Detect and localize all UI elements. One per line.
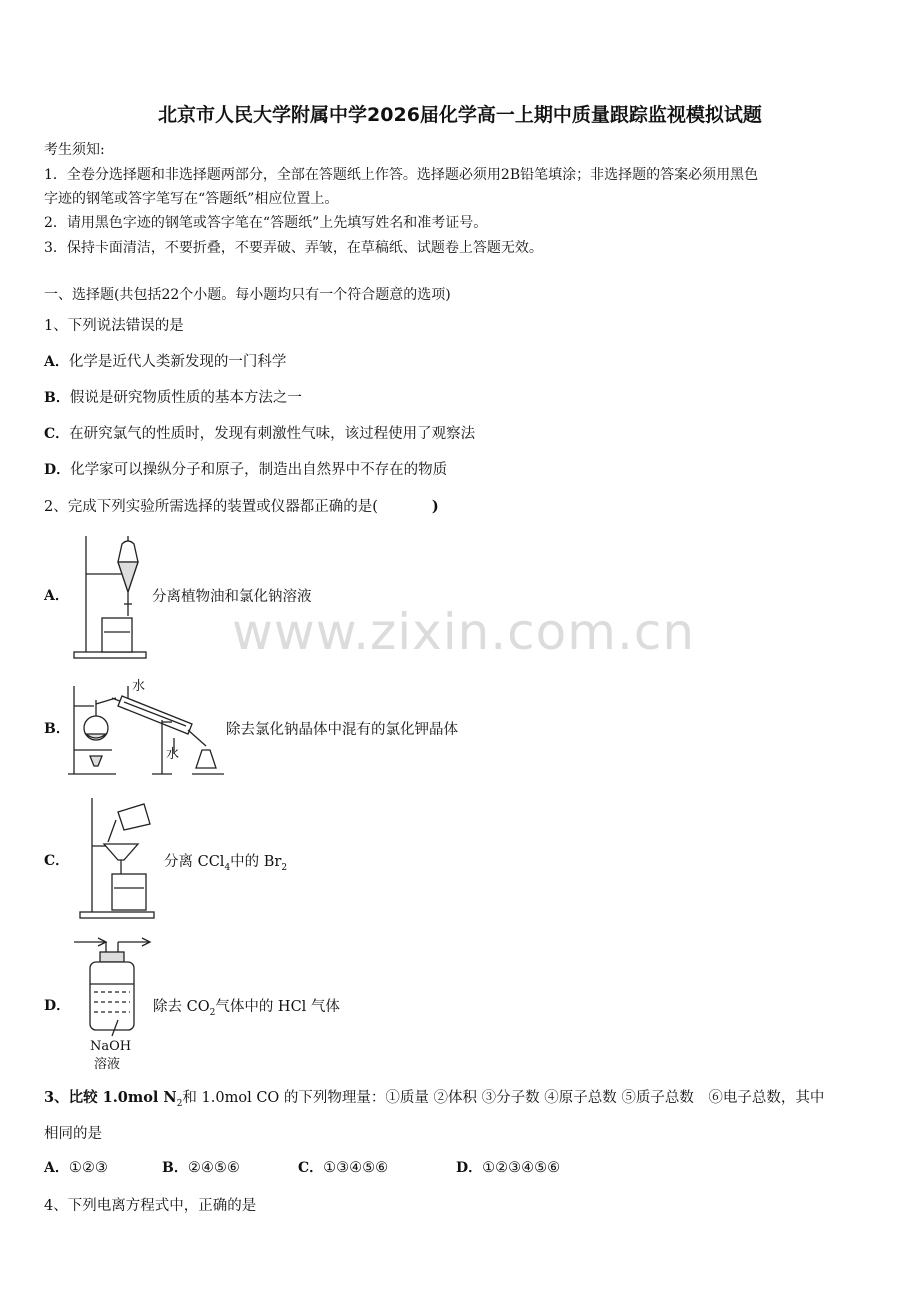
option-label: A． — [44, 354, 69, 370]
naoh-label: NaOH — [90, 1039, 132, 1054]
option-label: D． — [456, 1160, 483, 1176]
solution-label: 溶液 — [94, 1057, 121, 1072]
q3-stem-text: 和 1.0mol CO 的下列物理量：①质量 ②体积 ③分子数 ④原子总数 ⑤质子总数 ⑥电子总数，其中 — [182, 1090, 825, 1106]
option-label: C． — [44, 426, 70, 442]
q2-option-d-label: D． — [44, 998, 71, 1014]
q2-stem — [44, 495, 439, 516]
option-text: 在研究氯气的性质时，发现有刺激性气味，该过程使用了观察法 — [69, 426, 476, 442]
option-text: 中的 Br — [230, 854, 282, 870]
q2-option-c-text — [164, 850, 287, 873]
distillation-figure — [68, 676, 228, 778]
q2-option-d-text — [153, 995, 340, 1018]
subscript: 4 — [224, 862, 231, 873]
option-label: C． — [298, 1160, 324, 1176]
q3-option-b — [162, 1157, 240, 1177]
option-text: ①②③④⑤⑥ — [482, 1160, 561, 1176]
option-label: D． — [44, 462, 71, 478]
separatory-funnel-figure — [72, 532, 152, 662]
q3-stem-line2: 相同的是 — [44, 1126, 102, 1142]
q3-stem — [44, 1086, 824, 1109]
option-text: ②④⑤⑥ — [187, 1160, 240, 1176]
q3-stem-text: 3、比较 1.0mol N — [44, 1089, 177, 1106]
option-text: 化学是近代人类新发现的一门科学 — [68, 354, 287, 370]
option-text: 化学家可以操纵分子和原子，制造出自然界中不存在的物质 — [70, 462, 448, 478]
notice-heading: 考生须知: — [44, 142, 105, 158]
option-text: 假说是研究物质性质的基本方法之一 — [69, 390, 302, 406]
notice-item: 2．请用黑色字迹的钢笔或答字笔在“答题纸”上先填写姓名和准考证号。 — [44, 215, 488, 231]
option-label: B． — [44, 390, 70, 406]
q3-option-a — [44, 1157, 108, 1177]
subscript: 2 — [209, 1007, 216, 1018]
q3-option-c — [298, 1157, 388, 1177]
q1-option-d — [44, 458, 447, 479]
page-title: 北京市人民大学附属中学2026届化学高一上期中质量跟踪监视模拟试题 — [158, 104, 762, 126]
q2-stem-text: 2、完成下列实验所需选择的装置或仪器都正确的是( — [44, 499, 378, 515]
q4-stem: 4、下列电离方程式中，正确的是 — [44, 1198, 257, 1214]
q1-option-b — [44, 386, 302, 407]
option-text: 除去 CO — [153, 999, 210, 1015]
option-label: B． — [162, 1160, 188, 1176]
q2-option-a-text: 分离植物油和氯化钠溶液 — [152, 589, 312, 605]
q3-option-d — [456, 1157, 560, 1177]
section-heading: 一、选择题(共包括22个小题。每小题均只有一个符合题意的选项) — [44, 287, 451, 303]
q2-option-b-label: B． — [44, 721, 70, 737]
notice-item: 1．全卷分选择题和非选择题两部分，全部在答题纸上作答。选择题必须用2B铅笔填涂；非选择题的答案必须用黑色 — [44, 167, 759, 183]
notice-item: 字迹的钢笔或答字笔写在“答题纸”相应位置上。 — [44, 191, 339, 207]
q2-option-a-label: A． — [44, 588, 69, 604]
q1-option-c — [44, 422, 475, 443]
gas-washing-bottle-figure — [72, 932, 162, 1074]
watermark: www.zixin.com.cn — [232, 603, 696, 661]
option-text: ①②③ — [68, 1160, 108, 1176]
q1-option-a — [44, 350, 286, 371]
q1-stem: 1、下列说法错误的是 — [44, 318, 184, 334]
filtration-figure — [78, 796, 158, 922]
q2-stem-close: ) — [431, 498, 439, 515]
subscript: 2 — [281, 862, 288, 873]
option-text: 分离 CCl — [164, 854, 225, 870]
option-label: A． — [44, 1160, 69, 1176]
option-text: 气体中的 HCl 气体 — [215, 999, 340, 1015]
water-inlet-label: 水 — [132, 679, 146, 694]
water-outlet-label: 水 — [166, 747, 180, 762]
q2-option-c-label: C． — [44, 853, 70, 869]
q2-option-b-text: 除去氯化钠晶体中混有的氯化钾晶体 — [226, 722, 458, 738]
option-text: ①③④⑤⑥ — [323, 1160, 389, 1176]
subscript: 2 — [176, 1098, 183, 1109]
notice-item: 3．保持卡面清洁，不要折叠，不要弄破、弄皱，在草稿纸、试题卷上答题无效。 — [44, 240, 543, 256]
